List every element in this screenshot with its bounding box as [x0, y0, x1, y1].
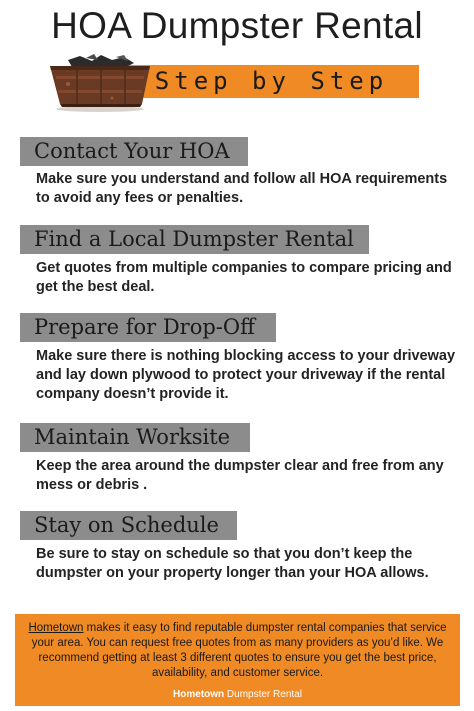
- logo-rest: Dumpster Rental: [226, 689, 302, 700]
- footer-callout: [15, 614, 460, 706]
- footer-brand-link[interactable]: Hometown: [28, 622, 84, 634]
- step-heading-contact-hoa: Contact Your HOA: [20, 137, 248, 166]
- step-body-contact-hoa: Make sure you understand and follow all HOA requirements to avoid any fees or penalties.: [36, 171, 448, 206]
- logo-brand: Hometown: [173, 689, 225, 700]
- step-body-schedule: Be sure to stay on schedule so that you don’t keep the dumpster on your property longer than your HOA allows.: [36, 546, 429, 581]
- dumpster-icon: [46, 54, 154, 112]
- footer-logo: [15, 689, 460, 701]
- step-heading-find-rental: Find a Local Dumpster Rental: [20, 225, 369, 254]
- page-title: HOA Dumpster Rental: [51, 5, 423, 46]
- step-heading-prepare: Prepare for Drop-Off: [20, 313, 276, 342]
- step-body-prepare: Make sure there is nothing blocking access to your driveway and lay down plywood to protect your driveway if the rental company doesn’t provide it.: [36, 348, 456, 402]
- step-banner: [46, 54, 426, 112]
- step-heading-maintain: Maintain Worksite: [20, 423, 250, 452]
- step-body-find-rental: Get quotes from multiple companies to compare pricing and get the best deal.: [36, 260, 452, 295]
- step-body-maintain: Keep the area around the dumpster clear and free from any mess or debris .: [36, 458, 444, 493]
- footer-text: [25, 621, 450, 681]
- footer-description: makes it easy to find reputable dumpster rental companies that service your area. You can request free quotes from as many providers as you’d like. We recommend getting at least 3 different quotes to ensure you get the best price, availability, and customer service.: [31, 622, 447, 679]
- step-heading-schedule: Stay on Schedule: [20, 511, 237, 540]
- banner-label: Step by Step: [124, 65, 419, 98]
